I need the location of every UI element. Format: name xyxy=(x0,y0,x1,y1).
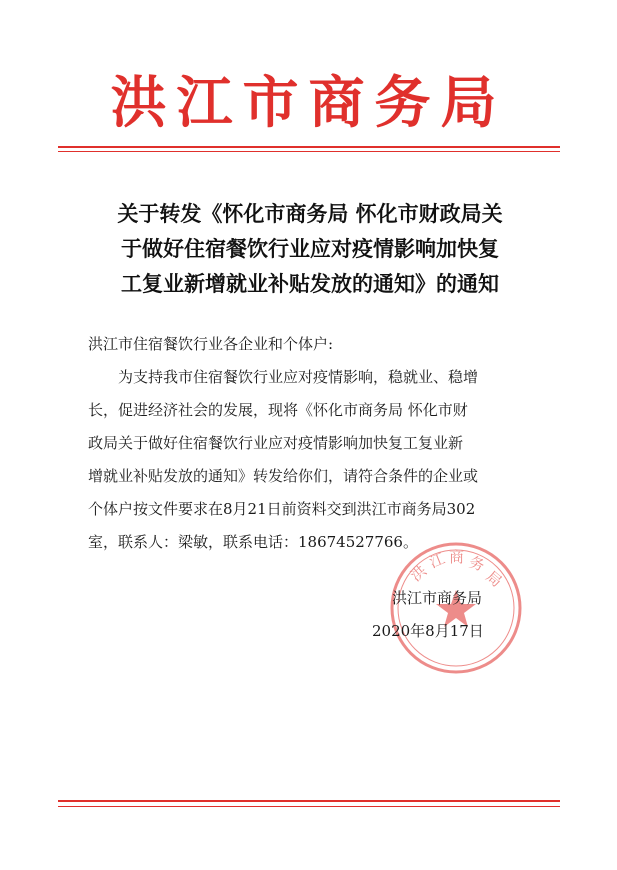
svg-text:商: 商 xyxy=(449,548,465,566)
title-line: 于做好住宿餐饮行业应对疫情影响加快复 xyxy=(121,236,499,261)
document-title xyxy=(70,196,550,301)
agency-header-title: 洪江市商务局 xyxy=(110,70,507,136)
svg-text:洪: 洪 xyxy=(407,561,431,586)
title-line: 关于转发《怀化市商务局 怀化市财政局关 xyxy=(117,201,503,226)
svg-text:局: 局 xyxy=(482,567,506,591)
issue-date: 2020年8月17日 xyxy=(372,622,484,640)
header-red-rule xyxy=(58,146,560,148)
body-line: 政局关于做好住宿餐饮行业应对疫情影响加快复工复业新 xyxy=(88,434,464,452)
header-red-rule-thin xyxy=(58,151,560,152)
body-line: 室，联系人：梁敏，联系电话：18674527766。 xyxy=(88,533,418,551)
salutation: 洪江市住宿餐饮行业各企业和个体户: xyxy=(88,335,334,353)
issuer-signature: 洪江市商务局 xyxy=(392,589,483,607)
body-line: 增就业补贴发放的通知》转发给你们，请符合条件的企业或 xyxy=(88,467,479,485)
title-line: 工复业新增就业补贴发放的通知》的通知 xyxy=(121,271,499,296)
body-line: 个体户按文件要求在8月21日前资料交到洪江市商务局302 xyxy=(88,500,476,518)
body-paragraph xyxy=(88,361,528,559)
body-line: 为支持我市住宿餐饮行业应对疫情影响，稳就业、稳增 xyxy=(118,368,479,386)
footer-red-rule xyxy=(58,800,560,802)
footer-red-rule-thin xyxy=(58,806,560,807)
svg-text:务: 务 xyxy=(466,552,487,575)
body-line: 长，促进经济社会的发展，现将《怀化市商务局 怀化市财 xyxy=(88,401,468,419)
svg-text:江: 江 xyxy=(426,549,448,572)
